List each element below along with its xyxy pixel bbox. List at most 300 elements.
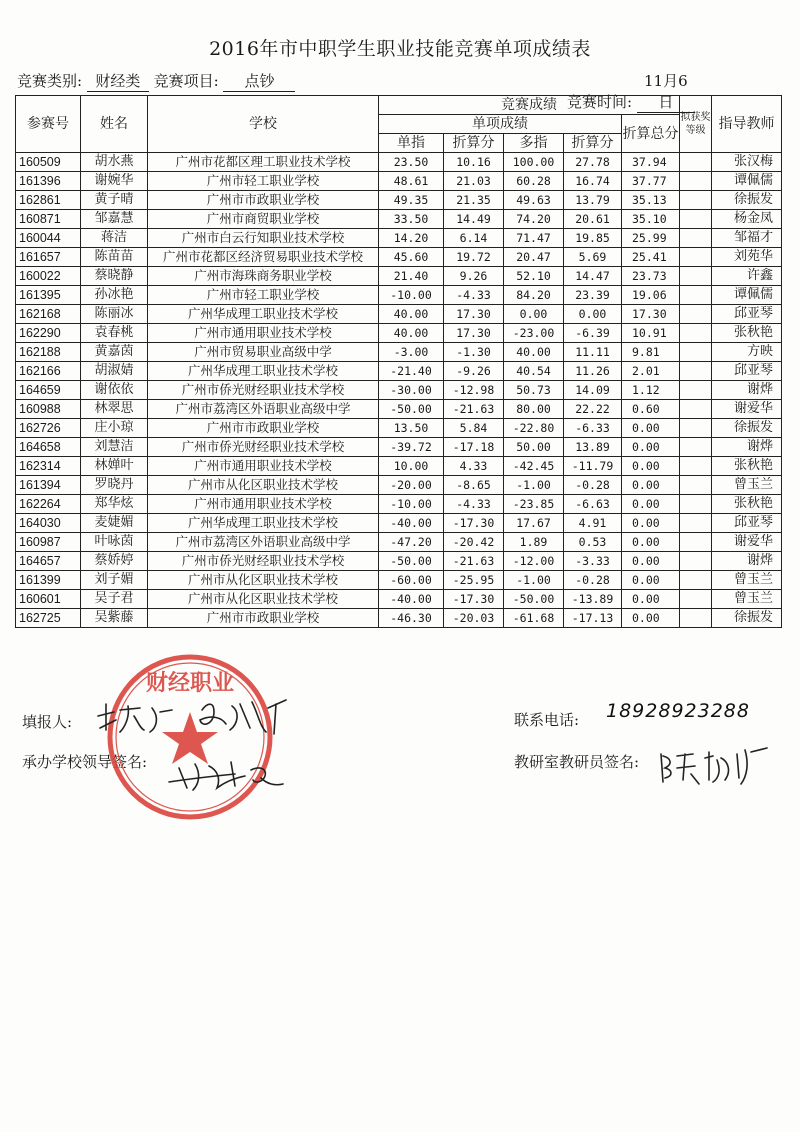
multi-converted-score: -3.33 bbox=[564, 552, 622, 571]
single-converted-score: -25.95 bbox=[444, 571, 504, 590]
participant-name: 林婵叶 bbox=[81, 457, 148, 476]
school-name: 广州市侨光财经职业技术学校 bbox=[148, 552, 379, 571]
participant-name: 陈苗苗 bbox=[81, 248, 148, 267]
table-row bbox=[16, 362, 782, 381]
single-converted-score: 21.35 bbox=[444, 191, 504, 210]
total-converted-score: 35.10 bbox=[622, 210, 680, 229]
single-finger-value: 33.50 bbox=[379, 210, 444, 229]
multi-converted-score: 4.91 bbox=[564, 514, 622, 533]
total-converted-score: 0.00 bbox=[622, 552, 680, 571]
single-finger-value: 48.61 bbox=[379, 172, 444, 191]
participant-id: 161394 bbox=[16, 476, 81, 495]
award-grade bbox=[680, 153, 712, 172]
multi-converted-score: 16.74 bbox=[564, 172, 622, 191]
award-grade bbox=[680, 362, 712, 381]
participant-name: 袁春桃 bbox=[81, 324, 148, 343]
participant-id: 160601 bbox=[16, 590, 81, 609]
award-grade bbox=[680, 533, 712, 552]
single-converted-score: -17.30 bbox=[444, 514, 504, 533]
single-converted-score: -20.03 bbox=[444, 609, 504, 628]
participant-name: 郑华炫 bbox=[81, 495, 148, 514]
multi-finger-value: 60.28 bbox=[504, 172, 564, 191]
participant-id: 160871 bbox=[16, 210, 81, 229]
participant-id: 160509 bbox=[16, 153, 81, 172]
total-converted-score: 0.60 bbox=[622, 400, 680, 419]
category-value: 财经类 bbox=[87, 70, 149, 92]
school-name: 广州市市政职业学校 bbox=[148, 419, 379, 438]
multi-converted-score: 5.69 bbox=[564, 248, 622, 267]
phone-label: 联系电话: bbox=[514, 711, 580, 729]
single-finger-value: -50.00 bbox=[379, 400, 444, 419]
school-name: 广州市轻工职业学校 bbox=[148, 172, 379, 191]
participant-id: 160044 bbox=[16, 229, 81, 248]
header-multi-converted: 折算分 bbox=[564, 134, 622, 153]
award-grade bbox=[680, 457, 712, 476]
results-table bbox=[15, 95, 782, 628]
table-row bbox=[16, 153, 782, 172]
single-finger-value: 40.00 bbox=[379, 305, 444, 324]
school-name: 广州市白云行知职业技术学校 bbox=[148, 229, 379, 248]
single-converted-score: -4.33 bbox=[444, 495, 504, 514]
multi-finger-value: 84.20 bbox=[504, 286, 564, 305]
teacher-name: 谢烨 bbox=[712, 438, 782, 457]
item-label: 竞赛项目: bbox=[153, 72, 219, 90]
participant-id: 164657 bbox=[16, 552, 81, 571]
phone-value: 18928923288 bbox=[606, 700, 750, 722]
teacher-name: 谢爱华 bbox=[712, 400, 782, 419]
header-id: 参赛号 bbox=[16, 96, 81, 153]
total-converted-score: 37.77 bbox=[622, 172, 680, 191]
award-grade bbox=[680, 324, 712, 343]
header-single-item-score: 单项成绩 bbox=[379, 115, 622, 134]
school-name: 广州市侨光财经职业技术学校 bbox=[148, 438, 379, 457]
multi-converted-score: -13.89 bbox=[564, 590, 622, 609]
participant-name: 邹嘉慧 bbox=[81, 210, 148, 229]
teacher-name: 谢烨 bbox=[712, 552, 782, 571]
single-converted-score: -8.65 bbox=[444, 476, 504, 495]
participant-name: 陈丽冰 bbox=[81, 305, 148, 324]
participant-name: 叶咏茵 bbox=[81, 533, 148, 552]
school-name: 广州市花都区经济贸易职业技术学校 bbox=[148, 248, 379, 267]
total-converted-score: 10.91 bbox=[622, 324, 680, 343]
multi-converted-score: 13.79 bbox=[564, 191, 622, 210]
participant-name: 黄嘉茵 bbox=[81, 343, 148, 362]
table-row bbox=[16, 609, 782, 628]
total-converted-score: 0.00 bbox=[622, 476, 680, 495]
single-finger-value: -21.40 bbox=[379, 362, 444, 381]
category-meta bbox=[17, 70, 295, 92]
table-row bbox=[16, 533, 782, 552]
total-converted-score: 17.30 bbox=[622, 305, 680, 324]
award-grade bbox=[680, 590, 712, 609]
total-converted-score: 25.99 bbox=[622, 229, 680, 248]
participant-name: 蔡娇婷 bbox=[81, 552, 148, 571]
single-converted-score: 9.26 bbox=[444, 267, 504, 286]
table-row bbox=[16, 419, 782, 438]
teacher-name: 曾玉兰 bbox=[712, 476, 782, 495]
award-grade bbox=[680, 229, 712, 248]
participant-name: 罗晓丹 bbox=[81, 476, 148, 495]
participant-id: 162725 bbox=[16, 609, 81, 628]
participant-name: 吴紫藤 bbox=[81, 609, 148, 628]
multi-converted-score: 11.26 bbox=[564, 362, 622, 381]
teacher-name: 刘苑华 bbox=[712, 248, 782, 267]
header-competition-score: 竞赛成绩 bbox=[379, 96, 680, 115]
teacher-name: 张秋艳 bbox=[712, 495, 782, 514]
total-converted-score: 19.06 bbox=[622, 286, 680, 305]
table-row bbox=[16, 229, 782, 248]
multi-converted-score: -0.28 bbox=[564, 571, 622, 590]
single-finger-value: -39.72 bbox=[379, 438, 444, 457]
single-converted-score: 14.49 bbox=[444, 210, 504, 229]
multi-converted-score: -17.13 bbox=[564, 609, 622, 628]
total-converted-score: 0.00 bbox=[622, 495, 680, 514]
participant-id: 162726 bbox=[16, 419, 81, 438]
participant-id: 160988 bbox=[16, 400, 81, 419]
award-grade bbox=[680, 476, 712, 495]
total-converted-score: 0.00 bbox=[622, 514, 680, 533]
teacher-name: 杨金凤 bbox=[712, 210, 782, 229]
participant-name: 刘慧洁 bbox=[81, 438, 148, 457]
single-finger-value: -40.00 bbox=[379, 514, 444, 533]
teacher-name: 曾玉兰 bbox=[712, 590, 782, 609]
table-row bbox=[16, 267, 782, 286]
header-single-converted: 折算分 bbox=[444, 134, 504, 153]
participant-name: 吴子君 bbox=[81, 590, 148, 609]
single-converted-score: 4.33 bbox=[444, 457, 504, 476]
multi-converted-score: 19.85 bbox=[564, 229, 622, 248]
school-name: 广州市海珠商务职业学校 bbox=[148, 267, 379, 286]
leader-signature bbox=[165, 748, 295, 798]
single-finger-value: -10.00 bbox=[379, 495, 444, 514]
total-converted-score: 23.73 bbox=[622, 267, 680, 286]
participant-id: 162188 bbox=[16, 343, 81, 362]
researcher-label: 教研室教研员签名: bbox=[514, 753, 640, 771]
table-row bbox=[16, 324, 782, 343]
single-converted-score: -4.33 bbox=[444, 286, 504, 305]
school-name: 广州市荔湾区外语职业高级中学 bbox=[148, 533, 379, 552]
multi-finger-value: 0.00 bbox=[504, 305, 564, 324]
multi-finger-value: 17.67 bbox=[504, 514, 564, 533]
item-value: 点钞 bbox=[223, 70, 295, 92]
multi-finger-value: 52.10 bbox=[504, 267, 564, 286]
school-name: 广州市市政职业学校 bbox=[148, 609, 379, 628]
single-finger-value: 13.50 bbox=[379, 419, 444, 438]
school-name: 广州华成理工职业技术学校 bbox=[148, 305, 379, 324]
single-converted-score: -9.26 bbox=[444, 362, 504, 381]
single-finger-value: -40.00 bbox=[379, 590, 444, 609]
award-grade bbox=[680, 438, 712, 457]
participant-id: 160022 bbox=[16, 267, 81, 286]
participant-id: 164030 bbox=[16, 514, 81, 533]
header-teacher: 指导教师 bbox=[712, 96, 782, 153]
school-name: 广州市花都区理工职业技术学校 bbox=[148, 153, 379, 172]
multi-converted-score: 22.22 bbox=[564, 400, 622, 419]
teacher-name: 邱亚琴 bbox=[712, 305, 782, 324]
teacher-name: 方映 bbox=[712, 343, 782, 362]
multi-finger-value: -12.00 bbox=[504, 552, 564, 571]
multi-converted-score: 14.47 bbox=[564, 267, 622, 286]
single-converted-score: 17.30 bbox=[444, 305, 504, 324]
award-grade bbox=[680, 419, 712, 438]
table-row bbox=[16, 305, 782, 324]
total-converted-score: 0.00 bbox=[622, 457, 680, 476]
award-grade bbox=[680, 381, 712, 400]
multi-finger-value: 71.47 bbox=[504, 229, 564, 248]
header-multi-finger: 多指 bbox=[504, 134, 564, 153]
multi-converted-score: -6.39 bbox=[564, 324, 622, 343]
participant-id: 161657 bbox=[16, 248, 81, 267]
teacher-name: 徐振发 bbox=[712, 609, 782, 628]
single-finger-value: -47.20 bbox=[379, 533, 444, 552]
total-converted-score: 0.00 bbox=[622, 419, 680, 438]
table-row bbox=[16, 457, 782, 476]
table-row bbox=[16, 248, 782, 267]
single-converted-score: 21.03 bbox=[444, 172, 504, 191]
single-converted-score: -21.63 bbox=[444, 552, 504, 571]
school-name: 广州华成理工职业技术学校 bbox=[148, 514, 379, 533]
award-grade bbox=[680, 172, 712, 191]
page-title: 2016年市中职学生职业技能竞赛单项成绩表 bbox=[209, 38, 591, 60]
teacher-name: 谭佩儒 bbox=[712, 172, 782, 191]
table-row bbox=[16, 438, 782, 457]
multi-finger-value: -42.45 bbox=[504, 457, 564, 476]
table-row bbox=[16, 400, 782, 419]
reporter-label: 填报人: bbox=[22, 713, 73, 731]
participant-id: 160987 bbox=[16, 533, 81, 552]
single-converted-score: 5.84 bbox=[444, 419, 504, 438]
single-finger-value: -10.00 bbox=[379, 286, 444, 305]
single-converted-score: 10.16 bbox=[444, 153, 504, 172]
award-grade bbox=[680, 343, 712, 362]
school-name: 广州市市政职业学校 bbox=[148, 191, 379, 210]
multi-converted-score: 27.78 bbox=[564, 153, 622, 172]
participant-name: 麦婕媚 bbox=[81, 514, 148, 533]
teacher-name: 张秋艳 bbox=[712, 324, 782, 343]
single-finger-value: 40.00 bbox=[379, 324, 444, 343]
teacher-name: 谢烨 bbox=[712, 381, 782, 400]
total-converted-score: 2.01 bbox=[622, 362, 680, 381]
multi-finger-value: -1.00 bbox=[504, 476, 564, 495]
participant-id: 162290 bbox=[16, 324, 81, 343]
school-name: 广州市荔湾区外语职业高级中学 bbox=[148, 400, 379, 419]
total-converted-score: 35.13 bbox=[622, 191, 680, 210]
award-grade bbox=[680, 248, 712, 267]
seal-text: 财经职业 bbox=[145, 670, 235, 696]
single-finger-value: 10.00 bbox=[379, 457, 444, 476]
table-row bbox=[16, 590, 782, 609]
single-converted-score: -12.98 bbox=[444, 381, 504, 400]
header-award-grade: 拟获奖等级 bbox=[680, 96, 712, 153]
participant-name: 孙冰艳 bbox=[81, 286, 148, 305]
teacher-name: 许鑫 bbox=[712, 267, 782, 286]
participant-name: 胡淑婧 bbox=[81, 362, 148, 381]
single-finger-value: 45.60 bbox=[379, 248, 444, 267]
multi-converted-score: 14.09 bbox=[564, 381, 622, 400]
table-row bbox=[16, 571, 782, 590]
single-converted-score: 19.72 bbox=[444, 248, 504, 267]
participant-name: 谢依依 bbox=[81, 381, 148, 400]
single-converted-score: -1.30 bbox=[444, 343, 504, 362]
single-converted-score: -20.42 bbox=[444, 533, 504, 552]
teacher-name: 谭佩儒 bbox=[712, 286, 782, 305]
table-row bbox=[16, 286, 782, 305]
multi-converted-score: 20.61 bbox=[564, 210, 622, 229]
school-name: 广州市通用职业技术学校 bbox=[148, 495, 379, 514]
total-converted-score: 0.00 bbox=[622, 590, 680, 609]
multi-converted-score: 0.53 bbox=[564, 533, 622, 552]
participant-name: 谢婉华 bbox=[81, 172, 148, 191]
single-converted-score: 6.14 bbox=[444, 229, 504, 248]
header-name: 姓名 bbox=[81, 96, 148, 153]
teacher-name: 邱亚琴 bbox=[712, 514, 782, 533]
single-finger-value: 49.35 bbox=[379, 191, 444, 210]
award-grade bbox=[680, 286, 712, 305]
school-name: 广州市从化区职业技术学校 bbox=[148, 476, 379, 495]
results-body bbox=[16, 153, 782, 628]
school-name: 广州市商贸职业学校 bbox=[148, 210, 379, 229]
school-name: 广州市侨光财经职业技术学校 bbox=[148, 381, 379, 400]
award-grade bbox=[680, 495, 712, 514]
participant-id: 162314 bbox=[16, 457, 81, 476]
award-grade bbox=[680, 267, 712, 286]
single-finger-value: -50.00 bbox=[379, 552, 444, 571]
single-converted-score: 17.30 bbox=[444, 324, 504, 343]
multi-finger-value: 49.63 bbox=[504, 191, 564, 210]
participant-id: 161395 bbox=[16, 286, 81, 305]
single-converted-score: -17.30 bbox=[444, 590, 504, 609]
participant-name: 蔡晓静 bbox=[81, 267, 148, 286]
participant-id: 164659 bbox=[16, 381, 81, 400]
table-row bbox=[16, 172, 782, 191]
participant-name: 胡水燕 bbox=[81, 153, 148, 172]
single-finger-value: 14.20 bbox=[379, 229, 444, 248]
total-converted-score: 0.00 bbox=[622, 609, 680, 628]
multi-finger-value: 100.00 bbox=[504, 153, 564, 172]
multi-converted-score: 11.11 bbox=[564, 343, 622, 362]
single-converted-score: -17.18 bbox=[444, 438, 504, 457]
participant-id: 162166 bbox=[16, 362, 81, 381]
single-finger-value: -60.00 bbox=[379, 571, 444, 590]
participant-id: 162861 bbox=[16, 191, 81, 210]
table-row bbox=[16, 343, 782, 362]
teacher-name: 张汉梅 bbox=[712, 153, 782, 172]
single-finger-value: -20.00 bbox=[379, 476, 444, 495]
school-name: 广州市通用职业技术学校 bbox=[148, 324, 379, 343]
award-grade bbox=[680, 552, 712, 571]
table-row bbox=[16, 210, 782, 229]
school-name: 广州市贸易职业高级中学 bbox=[148, 343, 379, 362]
participant-name: 林翠思 bbox=[81, 400, 148, 419]
award-grade bbox=[680, 571, 712, 590]
total-converted-score: 0.00 bbox=[622, 533, 680, 552]
award-grade bbox=[680, 191, 712, 210]
school-name: 广州华成理工职业技术学校 bbox=[148, 362, 379, 381]
single-finger-value: 23.50 bbox=[379, 153, 444, 172]
single-finger-value: -3.00 bbox=[379, 343, 444, 362]
school-name: 广州市通用职业技术学校 bbox=[148, 457, 379, 476]
multi-converted-score: -11.79 bbox=[564, 457, 622, 476]
participant-id: 162264 bbox=[16, 495, 81, 514]
multi-converted-score: 13.89 bbox=[564, 438, 622, 457]
time-value: 11月6日 bbox=[637, 70, 695, 113]
multi-finger-value: -22.80 bbox=[504, 419, 564, 438]
single-converted-score: -21.63 bbox=[444, 400, 504, 419]
total-converted-score: 0.00 bbox=[622, 438, 680, 457]
participant-id: 162168 bbox=[16, 305, 81, 324]
multi-finger-value: -1.00 bbox=[504, 571, 564, 590]
single-finger-value: 21.40 bbox=[379, 267, 444, 286]
multi-converted-score: -0.28 bbox=[564, 476, 622, 495]
table-row bbox=[16, 381, 782, 400]
teacher-name: 张秋艳 bbox=[712, 457, 782, 476]
multi-finger-value: 40.54 bbox=[504, 362, 564, 381]
teacher-name: 邱亚琴 bbox=[712, 362, 782, 381]
participant-id: 161396 bbox=[16, 172, 81, 191]
time-label: 竞赛时间: bbox=[567, 93, 633, 111]
multi-finger-value: -61.68 bbox=[504, 609, 564, 628]
header-school: 学校 bbox=[148, 96, 379, 153]
total-converted-score: 1.12 bbox=[622, 381, 680, 400]
multi-finger-value: 80.00 bbox=[504, 400, 564, 419]
table-row bbox=[16, 495, 782, 514]
participant-name: 蒋洁 bbox=[81, 229, 148, 248]
school-name: 广州市从化区职业技术学校 bbox=[148, 571, 379, 590]
multi-finger-value: -23.00 bbox=[504, 324, 564, 343]
award-grade bbox=[680, 400, 712, 419]
award-grade bbox=[680, 609, 712, 628]
multi-finger-value: 20.47 bbox=[504, 248, 564, 267]
award-grade bbox=[680, 514, 712, 533]
participant-id: 164658 bbox=[16, 438, 81, 457]
teacher-name: 徐振发 bbox=[712, 419, 782, 438]
school-name: 广州市从化区职业技术学校 bbox=[148, 590, 379, 609]
total-converted-score: 0.00 bbox=[622, 571, 680, 590]
teacher-name: 徐振发 bbox=[712, 191, 782, 210]
category-label: 竞赛类别: bbox=[17, 72, 83, 90]
researcher-signature bbox=[655, 740, 775, 790]
participant-name: 黄子晴 bbox=[81, 191, 148, 210]
school-name: 广州市轻工职业学校 bbox=[148, 286, 379, 305]
single-finger-value: -46.30 bbox=[379, 609, 444, 628]
table-row bbox=[16, 476, 782, 495]
multi-converted-score: 23.39 bbox=[564, 286, 622, 305]
multi-finger-value: 50.00 bbox=[504, 438, 564, 457]
table-row bbox=[16, 514, 782, 533]
multi-finger-value: 40.00 bbox=[504, 343, 564, 362]
reporter-signature bbox=[90, 688, 300, 748]
table-row bbox=[16, 191, 782, 210]
total-converted-score: 37.94 bbox=[622, 153, 680, 172]
multi-finger-value: -23.85 bbox=[504, 495, 564, 514]
multi-finger-value: 74.20 bbox=[504, 210, 564, 229]
multi-converted-score: 0.00 bbox=[564, 305, 622, 324]
leader-label: 承办学校领导签名: bbox=[22, 753, 148, 771]
teacher-name: 曾玉兰 bbox=[712, 571, 782, 590]
single-finger-value: -30.00 bbox=[379, 381, 444, 400]
multi-finger-value: -50.00 bbox=[504, 590, 564, 609]
multi-converted-score: -6.63 bbox=[564, 495, 622, 514]
multi-finger-value: 1.89 bbox=[504, 533, 564, 552]
multi-finger-value: 50.73 bbox=[504, 381, 564, 400]
award-grade bbox=[680, 305, 712, 324]
award-grade bbox=[680, 210, 712, 229]
header-single-finger: 单指 bbox=[379, 134, 444, 153]
participant-name: 刘子媚 bbox=[81, 571, 148, 590]
teacher-name: 邹福才 bbox=[712, 229, 782, 248]
header-total-score: 折算总分 bbox=[622, 115, 680, 153]
total-converted-score: 9.81 bbox=[622, 343, 680, 362]
